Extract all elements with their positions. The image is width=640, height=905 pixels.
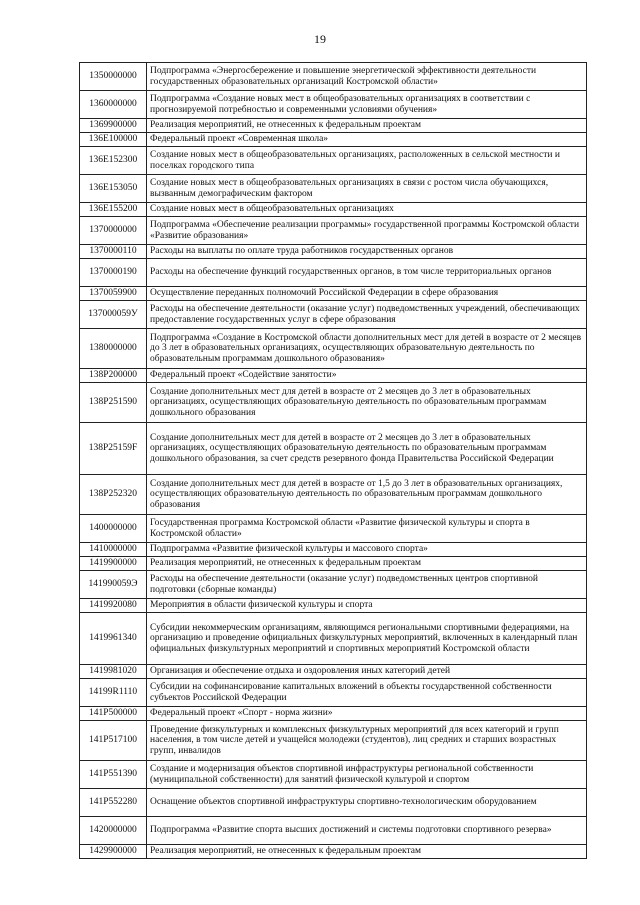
- table-row: [80, 679, 587, 707]
- table-row: [80, 845, 587, 859]
- description-cell: Создание и модернизация объектов спортивной инфраструктуры региональной собственности (муниципальной собственности) для занятий физической культурой и спортом: [147, 761, 587, 789]
- code-cell: 1370000110: [80, 245, 147, 259]
- description-cell: Реализация мероприятий, не отнесенных к федеральным проектам: [147, 119, 587, 133]
- table-row: [80, 613, 587, 665]
- table-row: [80, 817, 587, 845]
- description-cell: Подпрограмма «Энергосбережение и повышение энергетической эффективности деятельности государственных образовательных организаций Костромской области»: [147, 63, 587, 91]
- code-cell: 138P251590: [80, 383, 147, 423]
- code-cell: 136E100000: [80, 133, 147, 147]
- table-row: [80, 245, 587, 259]
- code-cell: 1420000000: [80, 817, 147, 845]
- code-cell: 1419900000: [80, 557, 147, 571]
- description-cell: Проведение физкультурных и комплексных физкультурных мероприятий для всех категорий и групп населения, в том числе детей и учащейся молодежи (студентов), лиц средних и старших возрастных групп, инвалидов: [147, 721, 587, 761]
- code-cell: 1410000000: [80, 543, 147, 557]
- description-cell: Подпрограмма «Создание в Костромской области дополнительных мест для детей в возрасте от 2 месяцев до 3 лет в образовательных организациях, осуществляющих образовательную деятельность по образовательным программам дошкольного образования»: [147, 329, 587, 369]
- description-cell: Оснащение объектов спортивной инфраструктуры спортивно-технологическим оборудованием: [147, 789, 587, 817]
- code-cell: 1419981020: [80, 665, 147, 679]
- table-row: [80, 543, 587, 557]
- table-row: [80, 259, 587, 287]
- table-row: [80, 175, 587, 203]
- table-row: [80, 599, 587, 613]
- code-cell: 1360000000: [80, 91, 147, 119]
- code-cell: 1380000000: [80, 329, 147, 369]
- table-row: [80, 147, 587, 175]
- table-row: [80, 203, 587, 217]
- description-cell: Государственная программа Костромской области «Развитие физической культуры и спорта в Костромской области»: [147, 515, 587, 543]
- code-cell: 1350000000: [80, 63, 147, 91]
- table-row: [80, 133, 587, 147]
- table-row: [80, 665, 587, 679]
- description-cell: Расходы на выплаты по оплате труда работников государственных органов: [147, 245, 587, 259]
- table-row: [80, 761, 587, 789]
- table-row: [80, 91, 587, 119]
- code-cell: 138P200000: [80, 369, 147, 383]
- budget-code-table: [79, 62, 587, 859]
- table-row: [80, 217, 587, 245]
- table-row: [80, 557, 587, 571]
- table-row: [80, 119, 587, 133]
- table-row: [80, 707, 587, 721]
- code-cell: 136E152300: [80, 147, 147, 175]
- description-cell: Федеральный проект «Спорт - норма жизни»: [147, 707, 587, 721]
- page-number: 19: [314, 32, 326, 46]
- table-row: [80, 721, 587, 761]
- code-cell: 138P252320: [80, 475, 147, 515]
- code-cell: 1370000190: [80, 259, 147, 287]
- code-cell: 1369900000: [80, 119, 147, 133]
- description-cell: Создание новых мест в общеобразовательных организациях в связи с ростом числа обучающихся, вызванным демографическим фактором: [147, 175, 587, 203]
- description-cell: Расходы на обеспечение деятельности (оказание услуг) подведомственных учреждений, обеспечивающих предоставление государственных услуг в сфере образования: [147, 301, 587, 329]
- description-cell: Федеральный проект «Содействие занятости»: [147, 369, 587, 383]
- description-cell: Создание новых мест в общеобразовательных организациях, расположенных в сельской местности и поселках городского типа: [147, 147, 587, 175]
- table-row: [80, 571, 587, 599]
- code-cell: 1419961340: [80, 613, 147, 665]
- description-cell: Создание дополнительных мест для детей в возрасте от 1,5 до 3 лет в образовательных организациях, осуществляющих образовательную деятельность по образовательным программам дошкольного образования: [147, 475, 587, 515]
- description-cell: Создание дополнительных мест для детей в возрасте от 2 месяцев до 3 лет в образовательных организациях, осуществляющих образовательную деятельность по образовательным программам дошкольного образования: [147, 383, 587, 423]
- table-row: [80, 287, 587, 301]
- description-cell: Подпрограмма «Обеспечение реализации программы» государственной программы Костромской области «Развитие образования»: [147, 217, 587, 245]
- description-cell: Расходы на обеспечение деятельности (оказание услуг) подведомственных центров спортивной подготовки (сборные команды): [147, 571, 587, 599]
- code-cell: 1429900000: [80, 845, 147, 859]
- table-row: [80, 369, 587, 383]
- description-cell: Подпрограмма «Развитие физической культуры и массового спорта»: [147, 543, 587, 557]
- code-cell: 1370059900: [80, 287, 147, 301]
- description-cell: Мероприятия в области физической культуры и спорта: [147, 599, 587, 613]
- description-cell: Создание дополнительных мест для детей в возрасте от 2 месяцев до 3 лет в образовательных организациях, осуществляющих образовательную деятельность по образовательным программам дошкольного образования, за счет средств резервного фонда Правительства Российской Федерации: [147, 423, 587, 475]
- description-cell: Субсидии на софинансирование капитальных вложений в объекты государственной собственности субъектов Российской Федерации: [147, 679, 587, 707]
- code-cell: 141990059Э: [80, 571, 147, 599]
- code-cell: 138P25159F: [80, 423, 147, 475]
- code-cell: 141P517100: [80, 721, 147, 761]
- description-cell: Подпрограмма «Развитие спорта высших достижений и системы подготовки спортивного резерва»: [147, 817, 587, 845]
- code-cell: 1400000000: [80, 515, 147, 543]
- code-cell: 136E153050: [80, 175, 147, 203]
- description-cell: Создание новых мест в общеобразовательных организациях: [147, 203, 587, 217]
- code-cell: 141P552280: [80, 789, 147, 817]
- description-cell: Организация и обеспечение отдыха и оздоровления иных категорий детей: [147, 665, 587, 679]
- table-row: [80, 383, 587, 423]
- table-row: [80, 515, 587, 543]
- code-cell: 1419920080: [80, 599, 147, 613]
- code-cell: 137000059У: [80, 301, 147, 329]
- description-cell: Реализация мероприятий, не отнесенных к федеральным проектам: [147, 845, 587, 859]
- code-cell: 136E155200: [80, 203, 147, 217]
- table-row: [80, 789, 587, 817]
- description-cell: Подпрограмма «Создание новых мест в общеобразовательных организациях в соответствии с прогнозируемой потребностью и современными условиями обучения»: [147, 91, 587, 119]
- code-cell: 14199R1110: [80, 679, 147, 707]
- description-cell: Расходы на обеспечение функций государственных органов, в том числе территориальных органов: [147, 259, 587, 287]
- description-cell: Субсидии некоммерческим организациям, являющимся региональными спортивными федерациями, на организацию и проведение официальных физкультурных мероприятий, включенных в календарный план официальных физкультурных мероприятий и спортивных мероприятий Костромской области: [147, 613, 587, 665]
- table-row: [80, 301, 587, 329]
- description-cell: Реализация мероприятий, не отнесенных к федеральным проектам: [147, 557, 587, 571]
- table-row: [80, 475, 587, 515]
- code-cell: 141P500000: [80, 707, 147, 721]
- table-row: [80, 423, 587, 475]
- code-cell: 1370000000: [80, 217, 147, 245]
- description-cell: Федеральный проект «Современная школа»: [147, 133, 587, 147]
- table-row: [80, 63, 587, 91]
- description-cell: Осуществление переданных полномочий Российской Федерации в сфере образования: [147, 287, 587, 301]
- table-row: [80, 329, 587, 369]
- code-cell: 141P551390: [80, 761, 147, 789]
